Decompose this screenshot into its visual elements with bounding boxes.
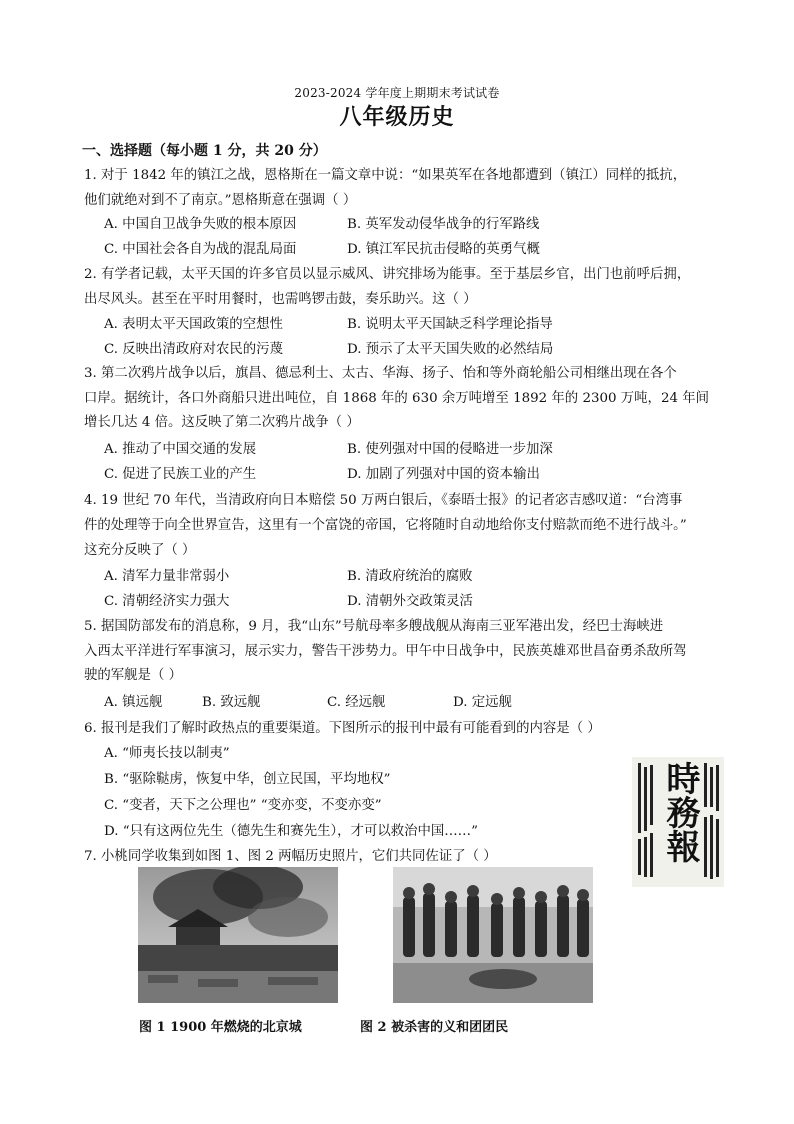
q3-line-2: 口岸。据统计，各口外商船只进出吨位，自 1868 年的 630 余万吨增至 1892 年的 2300 万吨，24 年间 bbox=[84, 391, 710, 406]
q1-option-a: A. 中国自卫战争失败的根本原因 bbox=[104, 217, 297, 232]
boxer-execution-photo-icon bbox=[393, 867, 593, 1003]
q3-option-b: B. 使列强对中国的侵略进一步加深 bbox=[347, 442, 553, 457]
q2-option-b: B. 说明太平天国缺乏科学理论指导 bbox=[347, 317, 553, 332]
newspaper-masthead: 時務報 bbox=[660, 761, 700, 863]
q2-option-c: C. 反映出清政府对农民的污蔑 bbox=[104, 342, 283, 357]
newspaper-image bbox=[632, 757, 724, 887]
figure-1-photo bbox=[138, 867, 338, 1003]
q4-line-2: 件的处理等于向全世界宣告，这里有一个富饶的帝国，它将随时自动地给你支付赔款而绝不进行战斗。” bbox=[84, 518, 687, 533]
figure-1-caption: 图 1 1900 年燃烧的北京城 bbox=[139, 1020, 302, 1035]
q5-line-1: 5. 据国防部发布的消息称，9 月，我“山东”号航母率多艘战舰从海南三亚军港出发，经巴士海峡进 bbox=[84, 619, 664, 634]
q4-option-a: A. 清军力量非常弱小 bbox=[104, 569, 230, 584]
q3-line-3: 增长几达 4 倍。这反映了第二次鸦片战争（ ） bbox=[84, 415, 360, 430]
q1-option-c: C. 中国社会各自为战的混乱局面 bbox=[104, 242, 297, 257]
q6-option-c: C. “变者，天下之公理也” “变亦变，不变亦变” bbox=[104, 798, 382, 813]
q5-option-d: D. 定远舰 bbox=[453, 695, 512, 710]
q5-option-a: A. 镇远舰 bbox=[104, 695, 163, 710]
q2-option-a: A. 表明太平天国政策的空想性 bbox=[104, 317, 283, 332]
q3-option-a: A. 推动了中国交通的发展 bbox=[104, 442, 257, 457]
section-heading: 一、选择题（每小题 1 分，共 20 分） bbox=[82, 143, 327, 159]
q2-line-1: 2. 有学者记载，太平天国的许多官员以显示威风、讲究排场为能事。至于基层乡官，出门也前呼后拥， bbox=[84, 267, 691, 282]
q7-line-1: 7. 小桃同学收集到如图 1、图 2 两幅历史照片，它们共同佐证了（ ） bbox=[84, 849, 497, 864]
q1-option-d: D. 镇江军民抗击侵略的英勇气概 bbox=[347, 242, 540, 257]
q4-line-1: 4. 19 世纪 70 年代，当清政府向日本赔偿 50 万两白银后，《泰晤士报》的记者宓吉感叹道：“台湾事 bbox=[84, 493, 683, 508]
q3-option-d: D. 加剧了列强对中国的资本输出 bbox=[347, 467, 540, 482]
q4-option-d: D. 清朝外交政策灵活 bbox=[347, 594, 473, 609]
q3-line-1: 3. 第二次鸦片战争以后，旗昌、德忌利士、太古、华海、扬子、怡和等外商轮船公司相继出现在各个 bbox=[84, 366, 677, 381]
q1-line-2: 他们就绝对到不了南京。”恩格斯意在强调（ ） bbox=[84, 193, 357, 208]
exam-title: 八年级历史 bbox=[339, 104, 455, 130]
burning-city-photo-icon bbox=[138, 867, 338, 1003]
q3-option-c: C. 促进了民族工业的产生 bbox=[104, 467, 257, 482]
q4-option-c: C. 清朝经济实力强大 bbox=[104, 594, 230, 609]
q6-option-d: D. “只有这两位先生（德先生和赛先生），才可以救治中国……” bbox=[104, 824, 478, 839]
figure-2-caption: 图 2 被杀害的义和团团民 bbox=[360, 1020, 509, 1035]
figure-2-photo bbox=[393, 867, 593, 1003]
q4-line-3: 这充分反映了（ ） bbox=[84, 543, 196, 558]
q5-option-b: B. 致远舰 bbox=[202, 695, 261, 710]
q5-line-3: 驶的军舰是（ ） bbox=[84, 668, 182, 683]
q2-line-2: 出尽风头。甚至在平时用餐时，也需鸣锣击鼓，奏乐助兴。这（ ） bbox=[84, 292, 477, 307]
q6-line-1: 6. 报刊是我们了解时政热点的重要渠道。下图所示的报刊中最有可能看到的内容是（ ） bbox=[84, 721, 601, 736]
exam-subtitle: 2023-2024 学年度上期期末考试试卷 bbox=[294, 86, 500, 100]
q1-line-1: 1. 对于 1842 年的镇江之战，恩格斯在一篇文章中说：“如果英军在各地都遭到（镇江）同样的抵抗， bbox=[84, 168, 687, 183]
q2-option-d: D. 预示了太平天国失败的必然结局 bbox=[347, 342, 554, 357]
q1-option-b: B. 英军发动侵华战争的行军路线 bbox=[347, 217, 540, 232]
q6-option-a: A. “师夷长技以制夷” bbox=[104, 746, 230, 761]
q6-option-b: B. “驱除鞑虏，恢复中华，创立民国，平均地权” bbox=[104, 772, 391, 787]
q4-option-b: B. 清政府统治的腐败 bbox=[347, 569, 473, 584]
q5-option-c: C. 经远舰 bbox=[327, 695, 386, 710]
q5-line-2: 入西太平洋进行军事演习，展示实力，警告干涉势力。甲午中日战争中，民族英雄邓世昌奋勇杀敌所驾 bbox=[84, 644, 687, 659]
